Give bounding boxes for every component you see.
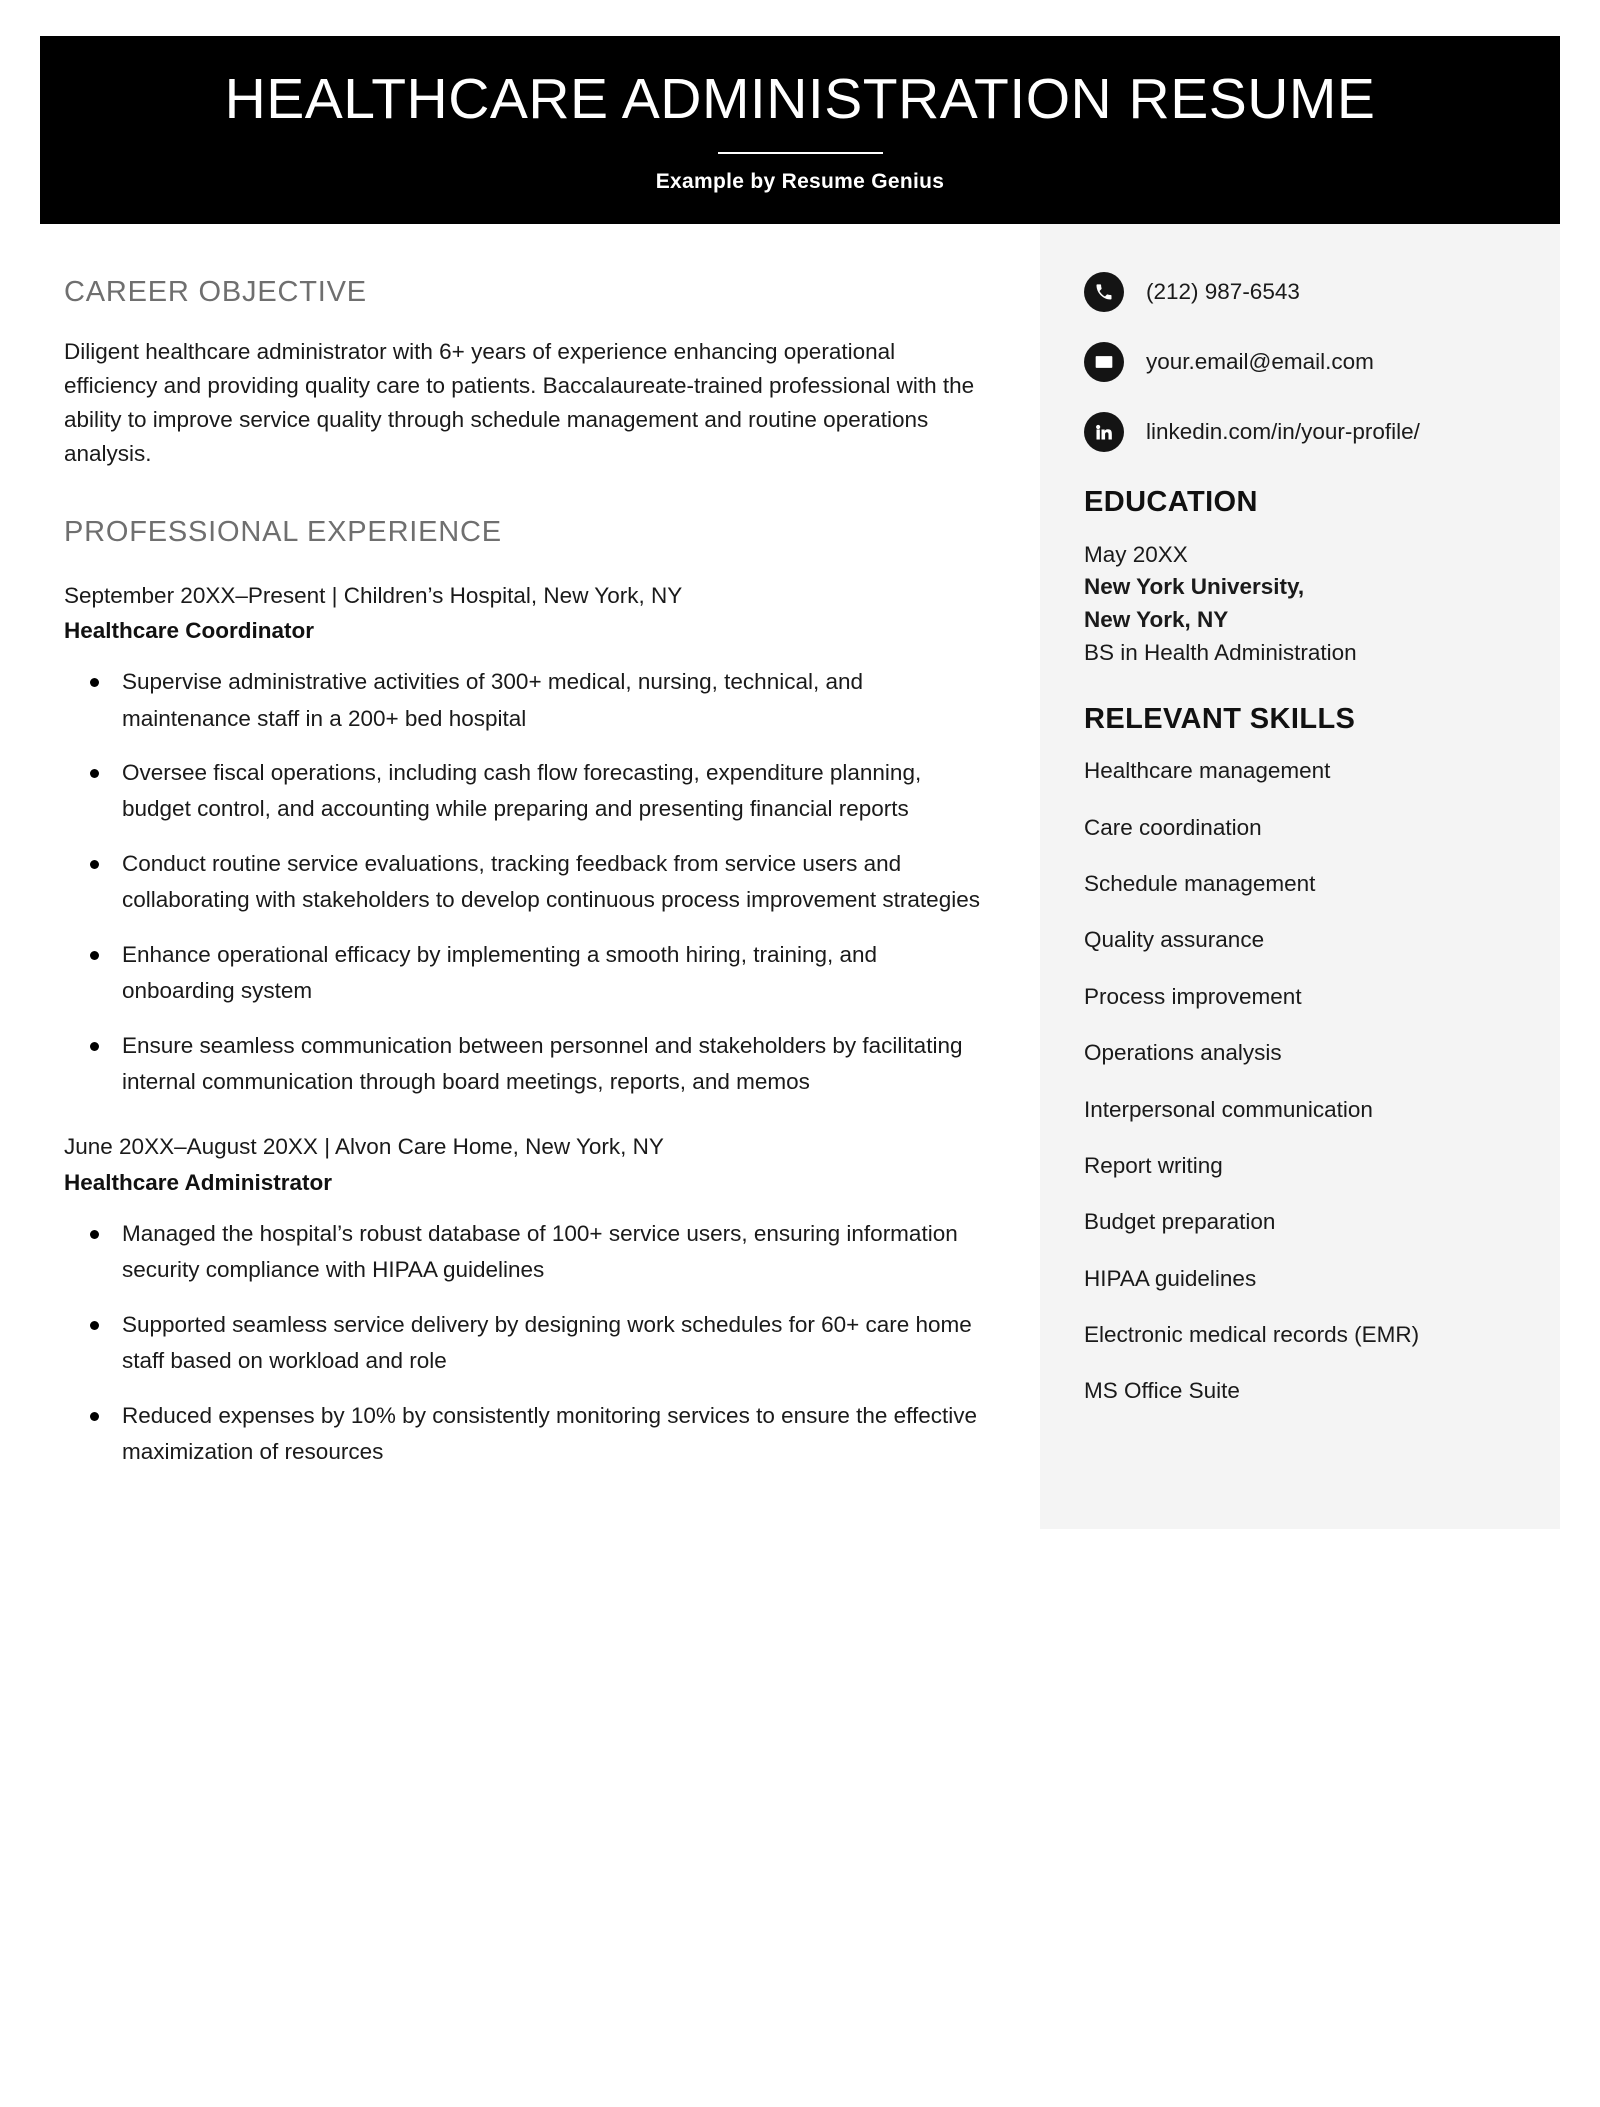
resume-page [0,36,1600,2107]
phone-icon [1084,272,1124,312]
list-item: Supervise administrative activities of 300+ medical, nursing, technical, and maintenance staff in a 200+ bed hospital [64,664,984,737]
education-school-line2: New York, NY [1084,607,1229,633]
career-objective-heading: CAREER OBJECTIVE [64,275,367,308]
contact-phone [1084,272,1516,312]
education-school-line1: New York University, [1084,574,1305,600]
sidebar-column [1040,224,1560,1529]
resume-header [40,36,1560,224]
contact-linkedin-text[interactable]: linkedin.com/in/your-profile/ [1146,419,1420,445]
professional-experience-heading: PROFESSIONAL EXPERIENCE [64,515,502,548]
list-item: Report writing [1084,1152,1223,1178]
header-divider [718,152,883,154]
job-title: Healthcare Coordinator [64,618,315,644]
list-item: Interpersonal communication [1084,1096,1373,1122]
contact-email [1084,342,1516,382]
list-item: Enhance operational efficacy by implementing a smooth hiring, training, and onboarding system [64,937,984,1010]
experience-entry [64,579,984,1101]
linkedin-icon [1084,412,1124,452]
list-item: Quality assurance [1084,927,1265,953]
contact-list [1084,272,1516,452]
job-meta: September 20XX–Present | Children’s Hospital, New York, NY [64,582,683,608]
list-item: HIPAA guidelines [1084,1265,1257,1291]
job-meta: June 20XX–August 20XX | Alvon Care Home, New York, NY [64,1134,664,1160]
job-title: Healthcare Administrator [64,1170,332,1196]
list-item: Managed the hospital’s robust database of 100+ service users, ensuring information security compliance with HIPAA guidelines [64,1216,984,1289]
list-item: Reduced expenses by 10% by consistently monitoring services to ensure the effective maximization of resources [64,1398,984,1471]
list-item: Healthcare management [1084,758,1331,784]
list-item: Budget preparation [1084,1209,1276,1235]
email-icon [1084,342,1124,382]
list-item: Schedule management [1084,871,1316,897]
job-bullets [64,664,984,1100]
education-heading: EDUCATION [1084,485,1258,518]
list-item: MS Office Suite [1084,1378,1240,1404]
experience-entry [64,1130,984,1470]
header-subtitle: Example by Resume Genius [655,169,945,193]
contact-linkedin [1084,412,1516,452]
list-item: Electronic medical records (EMR) [1084,1322,1420,1348]
list-item: Operations analysis [1084,1040,1282,1066]
page-title: HEALTHCARE ADMINISTRATION RESUME [224,67,1376,131]
skills-list [1084,756,1516,1407]
education-entry [1084,539,1516,670]
career-objective-text: Diligent healthcare administrator with 6+ years of experience enhancing operational efficiency and providing quality care to patients. Baccalaureate-trained professional with the ability to improve service quality through schedule management and routine operations analysis. [64,338,975,467]
job-bullets [64,1216,984,1471]
contact-phone-text: (212) 987-6543 [1146,279,1300,305]
contact-email-text[interactable]: your.email@email.com [1146,349,1374,375]
list-item: Care coordination [1084,814,1262,840]
resume-body [0,224,1600,1529]
list-item: Ensure seamless communication between personnel and stakeholders by facilitating internal communication through board meetings, reports, and memos [64,1028,984,1101]
education-date: May 20XX [1084,541,1188,567]
list-item: Supported seamless service delivery by designing work schedules for 60+ care home staff based on workload and role [64,1307,984,1380]
education-degree: BS in Health Administration [1084,639,1357,665]
list-item: Oversee fiscal operations, including cash flow forecasting, expenditure planning, budget control, and accounting while preparing and presenting financial reports [64,755,984,828]
list-item: Process improvement [1084,983,1302,1009]
list-item: Conduct routine service evaluations, tracking feedback from service users and collaborating with stakeholders to develop continuous process improvement strategies [64,846,984,919]
relevant-skills-heading: RELEVANT SKILLS [1084,703,1356,736]
main-column [0,224,1040,1529]
